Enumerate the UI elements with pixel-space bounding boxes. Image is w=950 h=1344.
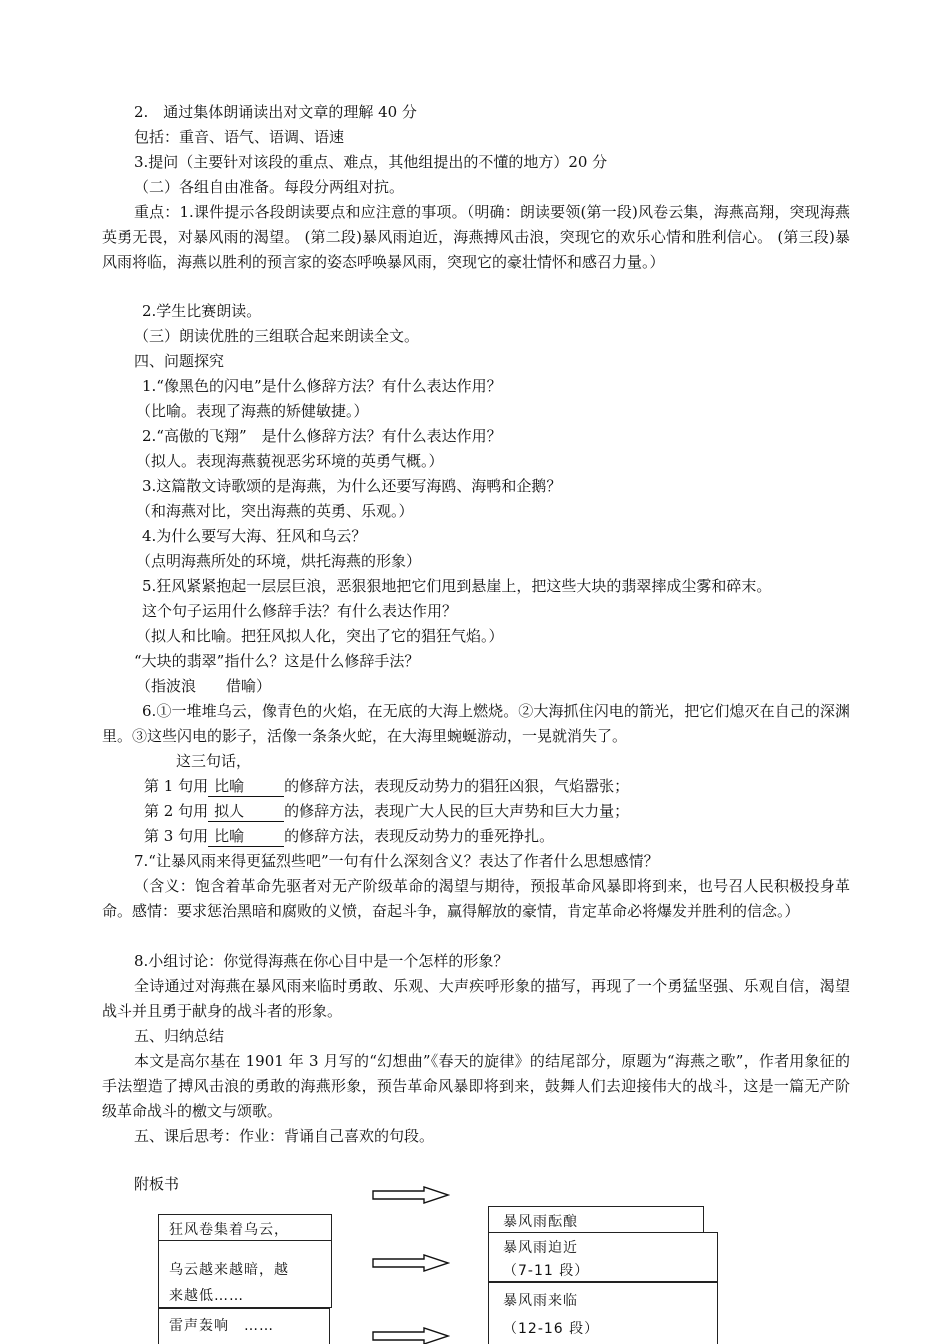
- answer: （含义：饱含着革命先驱者对无产阶级革命的渴望与期待，预报革命风暴即将到来，也号召人民积极投身革命。感情：要求惩治黑暗和腐败的义愤，奋起斗争，赢得解放的豪情，肯定革命必将爆发并胜利的信念。）: [102, 877, 850, 920]
- section-heading: 四、问题探究: [134, 352, 225, 370]
- board-box-right: 暴风雨酝酿: [488, 1206, 704, 1234]
- question: 1.“像黑色的闪电”是什么修辞方法？有什么表达作用？: [142, 377, 502, 395]
- fill-sentence: 第 3 句用 比喻 的修辞方法，表现反动势力的垂死挣扎。: [144, 827, 555, 845]
- answer: （点明海燕所处的环境，烘托海燕的形象）: [136, 552, 422, 570]
- fill-blank: 拟人: [208, 801, 284, 822]
- text-paragraph: 本文是高尔基在 1901 年 3 月写的“幻想曲”《春天的旋律》的结尾部分，原题为“海燕之歌”，作者用象征的手法塑造了搏风击浪的勇敢的海燕形象，预告革命风暴即将到来，鼓舞人们去迎接伟大的战斗，这是一篇无产阶级革命战斗的檄文与颂歌。: [102, 1052, 850, 1120]
- text-paragraph: 重点：1.课件提示各段朗读要点和应注意的事项。（明确：朗读要领(第一段)风卷云集，海燕高翔，突现海燕英勇无畏，对暴风雨的渴望。 (第二段)暴风雨迫近，海燕搏风击浪，突现它的欢乐心情和胜利信心。 (第三段)暴风雨将临，海燕以胜利的预言家的姿态呼唤暴风雨，突现它的豪壮情怀和感召力量。）: [102, 203, 850, 271]
- board-box-left: 乌云越来越暗，越 来越低……: [158, 1240, 332, 1308]
- arrow-right-icon: [372, 1327, 450, 1344]
- question: 7.“让暴风雨来得更猛烈些吧”一句有什么深刻含义？表达了作者什么思想感情？: [134, 852, 659, 870]
- question: 这个句子运用什么修辞手法？有什么表达作用？: [142, 602, 458, 620]
- text-line: （二）各组自由准备。每段分两组对抗。: [134, 178, 405, 196]
- fill-sentence: 第 2 句用 拟人 的修辞方法，表现广大人民的巨大声势和巨大力量；: [144, 802, 630, 820]
- arrow-right-icon: [372, 1254, 450, 1272]
- text-paragraph: 全诗通过对海燕在暴风雨来临时勇敢、乐观、大声疾呼形象的描写，再现了一个勇猛坚强、乐观自信，渴望战斗并且勇于献身的战斗者的形象。: [102, 977, 850, 1020]
- text-line: 3.提问（主要针对该段的重点、难点，其他组提出的不懂的地方）20 分: [134, 153, 608, 171]
- board-title: 附板书: [134, 1175, 180, 1193]
- text-line: 2. 通过集体朗诵读出对文章的理解 40 分: [134, 103, 417, 121]
- fill-blank: 比喻: [208, 776, 284, 797]
- question: 6.①一堆堆乌云，像青色的火焰，在无底的大海上燃烧。②大海抓住闪电的箭光，把它们熄灭在自己的深渊里。③这些闪电的影子，活像一条条火蛇，在大海里蜿蜒游动，一晃就消失了。: [102, 702, 850, 745]
- text-line: 这三句话，: [176, 752, 252, 770]
- question: 8.小组讨论：你觉得海燕在你心目中是一个怎样的形象？: [134, 952, 509, 970]
- fill-blank: 比喻: [208, 826, 284, 847]
- text-line: （三）朗读优胜的三组联合起来朗读全文。: [134, 327, 420, 345]
- answer: （指波浪 借喻）: [136, 677, 272, 695]
- board-box-left: 狂风卷集着乌云，: [158, 1214, 332, 1244]
- board-box-right: 暴风雨迫近 （7-11 段）: [488, 1232, 718, 1282]
- question: 4.为什么要写大海、狂风和乌云？: [142, 527, 367, 545]
- question: 2.“高傲的飞翔” 是什么修辞方法？有什么表达作用？: [142, 427, 502, 445]
- section-heading: 五、归纳总结: [134, 1027, 225, 1045]
- question: 3.这篇散文诗歌颂的是海燕，为什么还要写海鸥、海鸭和企鹅？: [142, 477, 562, 495]
- answer: （拟人和比喻。把狂风拟人化，突出了它的猖狂气焰。）: [136, 627, 504, 645]
- answer: （拟人。表现海燕藐视恶劣环境的英勇气概。）: [136, 452, 444, 470]
- text-line: 包括：重音、语气、语调、语速: [134, 128, 345, 146]
- text-line: 2.学生比赛朗读。: [142, 302, 262, 320]
- answer: （和海燕对比，突出海燕的英勇、乐观。）: [136, 502, 414, 520]
- board-box-left: 雷声轰响 ……: [158, 1308, 330, 1344]
- section-heading: 五、课后思考：作业：背诵自己喜欢的句段。: [134, 1127, 435, 1145]
- arrow-right-icon: [372, 1186, 450, 1204]
- answer: （比喻。表现了海燕的矫健敏捷。）: [136, 402, 369, 420]
- fill-sentence: 第 1 句用 比喻 的修辞方法，表现反动势力的猖狂凶狠，气焰嚣张；: [144, 777, 630, 795]
- question: “大块的翡翠”指什么？这是什么修辞手法？: [134, 652, 420, 670]
- question: 5.狂风紧紧抱起一层层巨浪，恶狠狠地把它们甩到悬崖上，把这些大块的翡翠摔成尘雾和碎末。: [142, 577, 772, 595]
- board-box-right: 暴风雨来临 （12-16 段）: [488, 1282, 718, 1344]
